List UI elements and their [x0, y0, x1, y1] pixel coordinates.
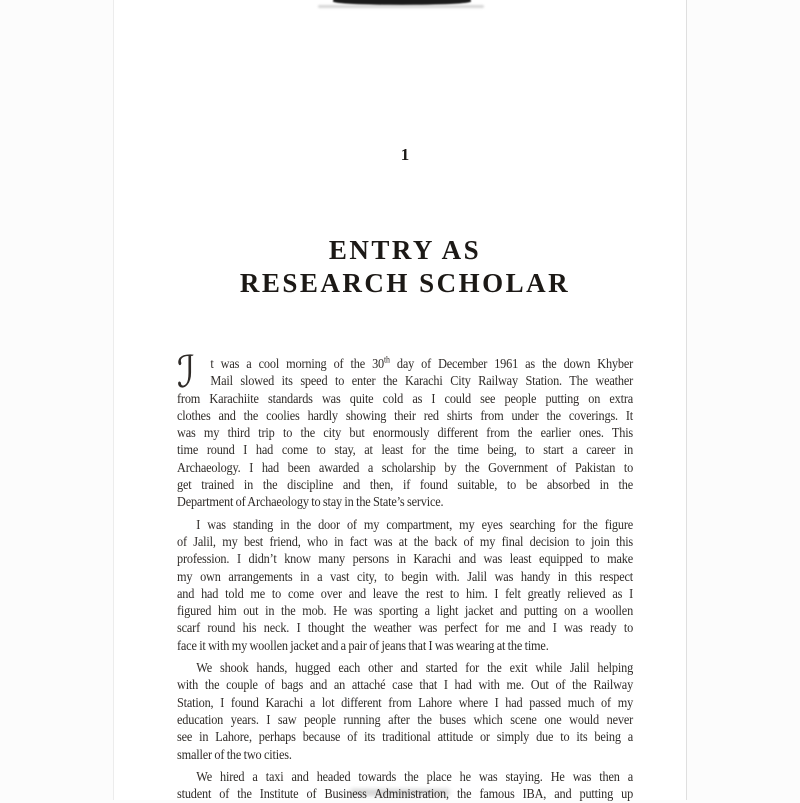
body-line: Mail slowed its speed to enter the Karachi City Railway Station. The weather — [210, 374, 634, 390]
chapter-title — [147, 234, 663, 300]
dropcap-letter-I: ℐ — [177, 347, 195, 398]
body-line: I was standing in the door of my compartment, my eyes searching for the figure — [196, 517, 634, 533]
body-line-text: t was a cool morning of the 30 — [210, 357, 384, 372]
chapter-title-line-1: ENTRY AS — [328, 235, 482, 265]
body-line: education years. I saw people running after the buses which scene one would never — [177, 712, 634, 728]
body-line: We hired a taxi and headed towards the place he was staying. He was then a — [196, 769, 634, 785]
paragraph-3 — [177, 660, 633, 764]
body-line: get trained in the discipline and then, if found suitable, to be absorbed in the — [177, 478, 634, 494]
body-text — [177, 347, 634, 803]
body-line: student of the Institute of Business Administration, the famous IBA, and putting up — [177, 787, 634, 803]
body-line: with the couple of bags and an attaché case that I had with me. Out of the Railway — [177, 678, 634, 694]
body-line: smaller of the two cities. — [177, 747, 292, 763]
body-line: We shook hands, hugged each other and started for the exit while Jalil helping — [196, 661, 634, 677]
paragraph-4 — [177, 769, 633, 803]
body-line: face it with my woollen jacket and a pair of jeans that I was wearing at the time. — [177, 638, 549, 654]
body-line-text: day of December 1961 as the down Khyber — [389, 357, 634, 372]
chapter-number: 1 — [400, 145, 410, 164]
paragraph-2 — [177, 517, 633, 655]
body-line: and had told me to come over and leave the rest to him. I felt greatly relieved as I — [177, 586, 634, 602]
ordinal-superscript: th — [383, 354, 390, 365]
body-line: Archaeology. I had been awarded a scholarship by the Government of Pakistan to — [177, 460, 634, 476]
page-left-edge — [113, 0, 114, 800]
body-line: scarf round his neck. I thought the weather was perfect for me and I was ready to — [177, 621, 634, 637]
paragraph-1 — [177, 347, 634, 512]
page-right-edge — [686, 0, 687, 800]
body-line: Department of Archaeology to stay in the State’s service. — [177, 495, 444, 511]
body-line: from Karachiite standards was quite cold as I could see people putting on extra — [177, 391, 634, 407]
body-line — [177, 356, 633, 373]
body-line: profession. I didn’t know many persons in Karachi and was least equipped to make — [177, 552, 634, 568]
scan-artifact-top-smudge — [318, 5, 484, 8]
body-line: of Jalil, my best friend, who in fact was at the back of my final decision to join this — [177, 534, 634, 550]
body-line: was my third trip to the city but enormously different from the earlier ones. This — [177, 426, 634, 442]
body-line: see in Lahore, perhaps because of its traditional attitude or simply due to its being a — [177, 730, 634, 746]
body-line: Station, I found Karachi a lot different from Lahore where I had passed much of my — [177, 695, 634, 711]
chapter-title-line-2: RESEARCH SCHOLAR — [239, 268, 571, 298]
body-line: figured him out in the mob. He was sporting a light jacket and putting on a woollen — [177, 604, 634, 620]
body-line: time round I had come to stay, at least for the time being, to start a career in — [177, 443, 634, 459]
body-line: my own arrangements in a vast city, to begin with. Jalil was handy in this respect — [177, 569, 634, 585]
body-line: clothes and the coolies hardly showing their red shirts from under the coverings. It — [177, 408, 634, 424]
